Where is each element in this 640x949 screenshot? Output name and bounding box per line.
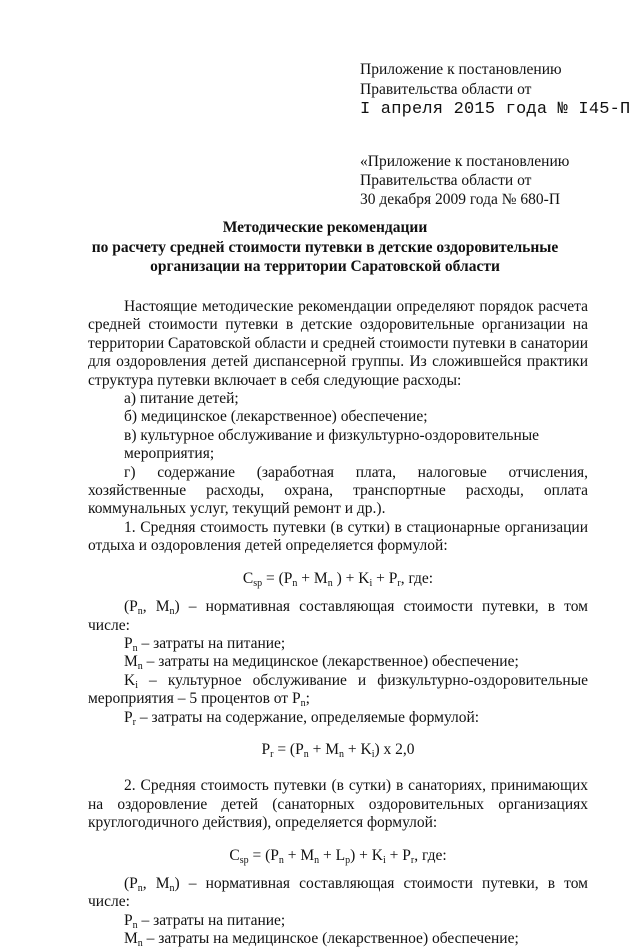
section-1-pr-line: $P_r$ – затраты на содержание, определяемые формулой: (124, 708, 480, 728)
intro-paragraph: Настоящие методические рекомендации определяют порядок расчета средней стоимости путевки в детские оздоровительные организации на территории Саратовской области и средней стоимости путевки в санатории для оздоровления детей диспансерной группы. Из сложившейся практики структура путевки включает в себя следующие расходы: (88, 298, 588, 389)
section-1-text: 1. Средняя стоимость путевки (в сутки) в стационарные организации отдыха и оздоровления детей определяется формулой: (88, 518, 588, 555)
title-line-2: по расчету средней стоимости путевки в детские оздоровительные (91, 238, 559, 256)
list-item-v: в) культурное обслуживание и физкультурно-оздоровительные мероприятия; (124, 426, 540, 463)
section-1-mn-line: $M_n$ – затраты на медицинское (лекарственное) обеспечение; (124, 653, 519, 673)
list-item-g: г) содержание (заработная плата, налоговые отчисления, хозяйственные расходы, охрана, транспортные расходы, оплата коммунальных услуг, текущий ремонт и др.). (88, 463, 588, 518)
header-line-2: Правительства области от (360, 81, 532, 98)
header2-line-3: 30 декабря 2009 года № 680-П (360, 191, 561, 208)
appendix-header (360, 60, 630, 120)
header-date-stamp: I апреля 2015 года № I45-П (360, 100, 631, 119)
section-2-norm-line: ($P_n$, $M_n$) – нормативная составляющая стоимости путевки, в том числе: (88, 874, 588, 911)
document-title (90, 218, 560, 277)
section-2-text: 2. Средняя стоимость путевки (в сутки) в санаториях, принимающих на оздоровление детей (санаторных оздоровительных организациях круглогодичного действия), определяется формулой: (88, 777, 588, 832)
section-2-pn-line: $P_n$ – затраты на питание; (124, 911, 286, 931)
section-1-norm-line: ($P_n$, $M_n$) – нормативная составляющая стоимости путевки, в том числе: (88, 598, 588, 634)
section-1-formula: $C_{sp} = (P_n + M_n$ ) + $K_i + P_r$, где: (242, 569, 434, 589)
original-appendix-header (360, 152, 569, 209)
section-2-formula: $C_{sp} = (P_n + M_n + L_p) + K_i + P_r$, где: (229, 846, 447, 866)
title-line-1: Методические рекомендации (222, 219, 428, 236)
header2-line-1: «Приложение к постановлению (360, 153, 570, 170)
header-line-1: Приложение к постановлению (360, 61, 562, 78)
title-line-3: организации на территории Саратовской области (150, 258, 500, 275)
header2-line-2: Правительства области от (360, 172, 532, 189)
document-body (88, 298, 588, 949)
section-1-formula-2: $P_r = (P_n + M_n + K_i)$ x 2,0 (261, 740, 415, 760)
section-2-mn-line: $M_n$ – затраты на медицинское (лекарственное) обеспечение; (124, 930, 519, 949)
section-1-pn-line: $P_n$ – затраты на питание; (124, 634, 286, 654)
section-1-ki-line: $K_i$ – культурное обслуживание и физкультурно-оздоровительные мероприятия – 5 процентов от $P_n$; (88, 671, 588, 710)
list-item-b: б) медицинское (лекарственное) обеспечение; (124, 408, 428, 426)
list-item-a: а) питание детей; (124, 390, 239, 408)
